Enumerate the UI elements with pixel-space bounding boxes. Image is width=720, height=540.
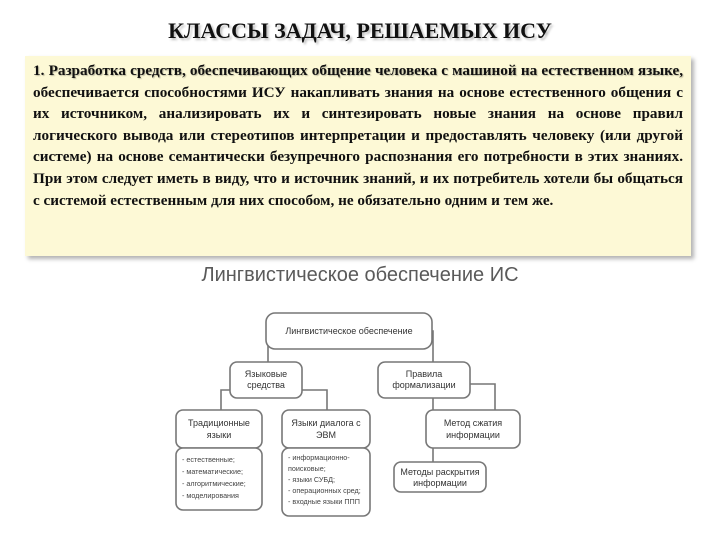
node-language-means-line1: Языковые <box>244 369 288 379</box>
node-dialogue-languages-line1: Языки диалога с <box>291 418 361 428</box>
node-root-label: Лингвистическое обеспечение <box>285 326 413 336</box>
node-dialogue-languages <box>282 410 370 516</box>
node-formalization-rules-line2: формализации <box>392 380 456 390</box>
node-disclosure-methods <box>394 462 486 492</box>
node-dialogue-languages-line2: ЭВМ <box>316 430 336 440</box>
dialogue-list-item: - операционных сред; <box>288 486 361 495</box>
node-disclosure-methods-line2: информации <box>413 478 467 488</box>
dialogue-list-item: - информационно- <box>288 453 350 462</box>
dialogue-list-item: - языки СУБД; <box>288 475 335 484</box>
node-compression-method-line1: Метод сжатия <box>443 418 503 428</box>
traditional-list-item: - естественные; <box>182 455 235 464</box>
node-compression-method <box>426 410 520 448</box>
node-traditional-languages-line1: Традиционные <box>188 418 250 428</box>
node-formalization-rules-line1: Правила <box>405 369 443 379</box>
node-disclosure-methods-line1: Методы раскрытия <box>400 467 480 477</box>
node-language-means <box>230 362 302 398</box>
paragraph-body: обеспечивается способностями ИСУ накапливать знания на основе естественного общения с их источником, анализировать их и синтезировать новые знания на основе правил логического вывода или стереотипов интерпретации и предоставлять человеку (или другой системе) на основе семантически безупречного распознания его потребности в этих знаниях. При этом следует иметь в виду, что и источник знаний, и их потребитель хотели бы общаться с системой естественным для них способом, не обязательно одним и тем же. <box>33 83 683 209</box>
diagram-title: Лингвистическое обеспечение ИС <box>201 264 519 286</box>
dialogue-list-item: - входные языки ППП <box>288 497 360 506</box>
node-formalization-rules <box>378 362 470 398</box>
node-root <box>266 313 432 349</box>
node-traditional-languages <box>176 410 262 510</box>
node-traditional-languages-line2: языки <box>206 430 232 440</box>
traditional-list-item: - математические; <box>182 467 243 476</box>
slide-title: КЛАССЫ ЗАДАЧ, РЕШАЕМЫХ ИСУ <box>168 18 552 43</box>
traditional-list-item: - алгоритмические; <box>182 479 246 488</box>
traditional-list-item: - моделирования <box>182 491 239 500</box>
connector-rules-right <box>468 384 495 410</box>
paragraph-lead: 1. Разработка средств, обеспечивающих общение человека с машиной на естественном языке, <box>33 62 683 79</box>
dialogue-list-item: поисковые; <box>288 464 326 473</box>
node-language-means-line2: средства <box>247 380 285 390</box>
node-compression-method-line2: информации <box>446 430 500 440</box>
